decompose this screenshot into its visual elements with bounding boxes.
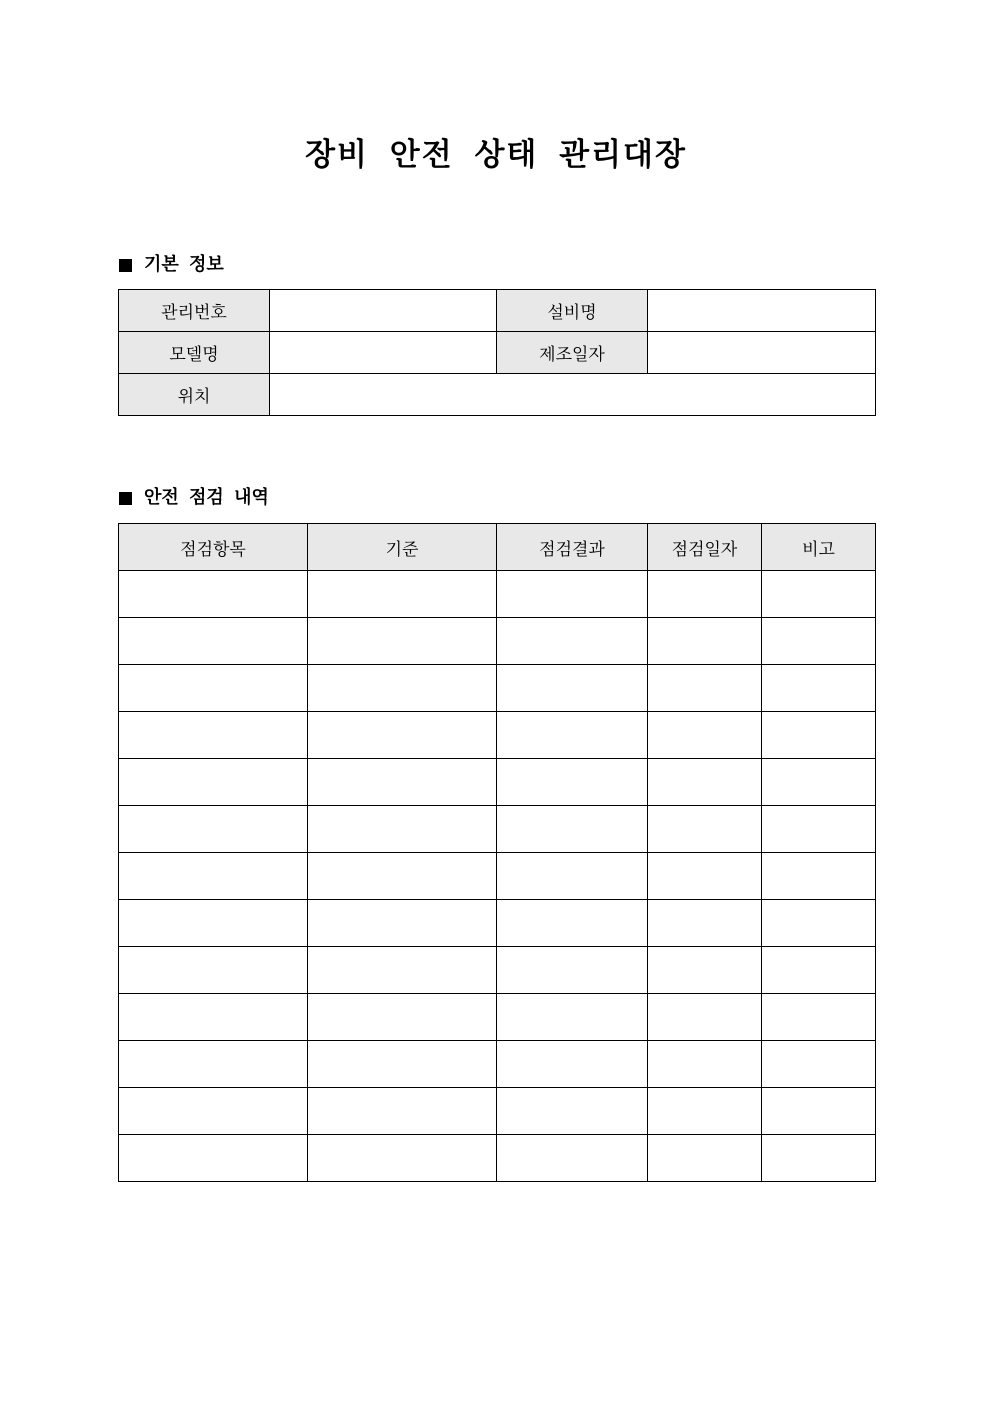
date-cell[interactable] (648, 1088, 762, 1135)
management-number-field[interactable] (270, 290, 497, 332)
page-title: 장비 안전 상태 관리대장 (305, 137, 687, 173)
remarks-cell[interactable] (762, 712, 876, 759)
inspection-item-cell[interactable] (119, 618, 308, 665)
standard-cell[interactable] (308, 618, 497, 665)
remarks-cell[interactable] (762, 759, 876, 806)
table-row (119, 374, 876, 416)
standard-cell[interactable] (308, 712, 497, 759)
table-row (119, 1088, 876, 1135)
date-cell[interactable] (648, 712, 762, 759)
inspection-item-cell[interactable] (119, 1135, 308, 1182)
standard-cell[interactable] (308, 900, 497, 947)
table-row (119, 618, 876, 665)
manufacture-date-field[interactable] (648, 332, 876, 374)
result-cell[interactable] (497, 1041, 648, 1088)
remarks-cell[interactable] (762, 571, 876, 618)
standard-cell[interactable] (308, 994, 497, 1041)
inspection-item-cell[interactable] (119, 712, 308, 759)
inspection-item-cell[interactable] (119, 806, 308, 853)
remarks-cell[interactable] (762, 1135, 876, 1182)
date-cell[interactable] (648, 1041, 762, 1088)
column-header-remarks: 비고 (762, 524, 876, 571)
column-header-result: 점검결과 (497, 524, 648, 571)
inspection-item-cell[interactable] (119, 900, 308, 947)
equipment-name-label: 설비명 (497, 290, 648, 332)
result-cell[interactable] (497, 618, 648, 665)
standard-cell[interactable] (308, 759, 497, 806)
table-row (119, 759, 876, 806)
table-row (119, 665, 876, 712)
column-header-date: 점검일자 (648, 524, 762, 571)
table-row (119, 290, 876, 332)
result-cell[interactable] (497, 994, 648, 1041)
inspection-item-cell[interactable] (119, 1041, 308, 1088)
section-heading-inspection (119, 486, 269, 510)
date-cell[interactable] (648, 571, 762, 618)
basic-info-table (118, 289, 876, 416)
result-cell[interactable] (497, 1088, 648, 1135)
remarks-cell[interactable] (762, 665, 876, 712)
square-bullet-icon (119, 259, 132, 272)
table-row (119, 947, 876, 994)
table-row (119, 571, 876, 618)
square-bullet-icon (119, 492, 132, 505)
date-cell[interactable] (648, 1135, 762, 1182)
result-cell[interactable] (497, 1135, 648, 1182)
result-cell[interactable] (497, 712, 648, 759)
table-row (119, 712, 876, 759)
table-row (119, 332, 876, 374)
inspection-item-cell[interactable] (119, 994, 308, 1041)
result-cell[interactable] (497, 571, 648, 618)
standard-cell[interactable] (308, 1041, 497, 1088)
remarks-cell[interactable] (762, 618, 876, 665)
remarks-cell[interactable] (762, 947, 876, 994)
location-label: 위치 (119, 374, 270, 416)
table-header-row (119, 524, 876, 571)
standard-cell[interactable] (308, 806, 497, 853)
remarks-cell[interactable] (762, 806, 876, 853)
date-cell[interactable] (648, 665, 762, 712)
date-cell[interactable] (648, 759, 762, 806)
remarks-cell[interactable] (762, 1041, 876, 1088)
date-cell[interactable] (648, 947, 762, 994)
inspection-item-cell[interactable] (119, 759, 308, 806)
date-cell[interactable] (648, 994, 762, 1041)
inspection-item-cell[interactable] (119, 853, 308, 900)
inspection-item-cell[interactable] (119, 571, 308, 618)
result-cell[interactable] (497, 759, 648, 806)
standard-cell[interactable] (308, 853, 497, 900)
remarks-cell[interactable] (762, 1088, 876, 1135)
management-number-label: 관리번호 (119, 290, 270, 332)
section-heading-basic-info (119, 253, 224, 277)
model-name-label: 모델명 (119, 332, 270, 374)
standard-cell[interactable] (308, 571, 497, 618)
standard-cell[interactable] (308, 1088, 497, 1135)
standard-cell[interactable] (308, 947, 497, 994)
date-cell[interactable] (648, 806, 762, 853)
section-heading-label: 기본 정보 (144, 254, 224, 275)
result-cell[interactable] (497, 806, 648, 853)
section-heading-label: 안전 점검 내역 (144, 487, 269, 508)
standard-cell[interactable] (308, 665, 497, 712)
inspection-item-cell[interactable] (119, 947, 308, 994)
location-field[interactable] (270, 374, 876, 416)
remarks-cell[interactable] (762, 853, 876, 900)
inspection-item-cell[interactable] (119, 1088, 308, 1135)
manufacture-date-label: 제조일자 (497, 332, 648, 374)
result-cell[interactable] (497, 900, 648, 947)
table-row (119, 1135, 876, 1182)
date-cell[interactable] (648, 618, 762, 665)
result-cell[interactable] (497, 665, 648, 712)
inspection-item-cell[interactable] (119, 665, 308, 712)
table-row (119, 994, 876, 1041)
remarks-cell[interactable] (762, 900, 876, 947)
remarks-cell[interactable] (762, 994, 876, 1041)
table-row (119, 1041, 876, 1088)
equipment-name-field[interactable] (648, 290, 876, 332)
table-row (119, 900, 876, 947)
column-header-item: 점검항목 (119, 524, 308, 571)
table-row (119, 806, 876, 853)
inspection-table (118, 523, 876, 1182)
result-cell[interactable] (497, 947, 648, 994)
standard-cell[interactable] (308, 1135, 497, 1182)
column-header-standard: 기준 (308, 524, 497, 571)
result-cell[interactable] (497, 853, 648, 900)
date-cell[interactable] (648, 900, 762, 947)
date-cell[interactable] (648, 853, 762, 900)
model-name-field[interactable] (270, 332, 497, 374)
table-row (119, 853, 876, 900)
